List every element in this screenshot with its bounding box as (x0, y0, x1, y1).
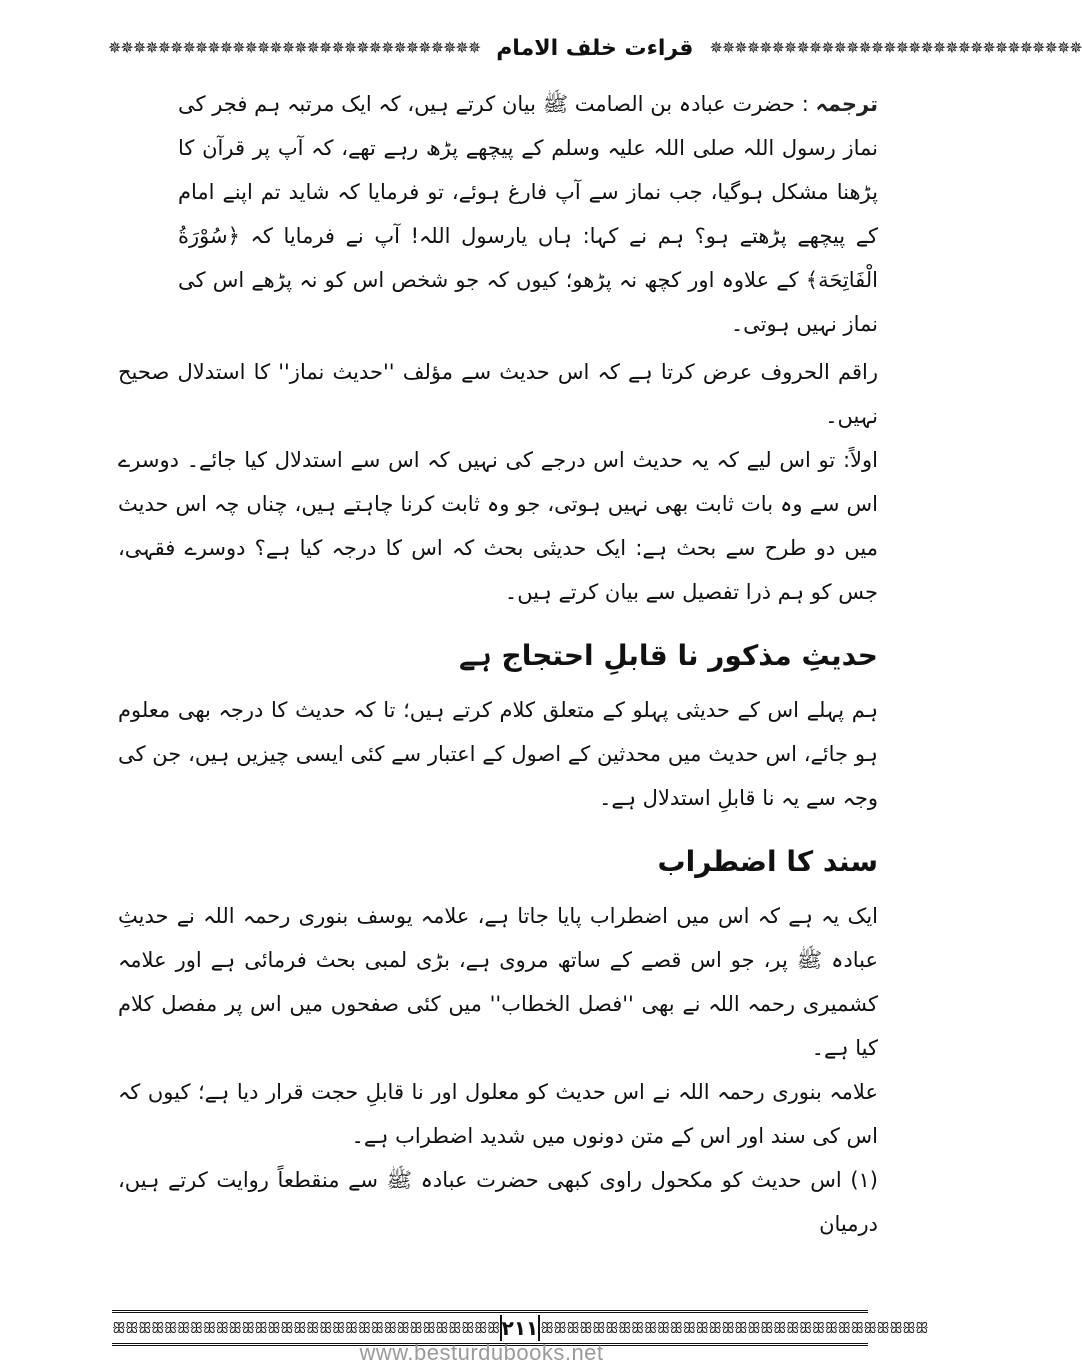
section1-paragraph: ہم پہلے اس کے حدیثی پہلو کے متعلق کلام کرتے ہیں؛ تا کہ حدیث کا درجہ بھی معلوم ہو جائے، اس حدیث میں محدثین کے اصول کے اعتبار سے کئی ایسی چیزیں ہیں، جن کی وجہ سے یہ نا قابلِ استدلال ہے۔ (118, 698, 878, 810)
footer-pattern-right: ꕥꕥꕥꕥꕥꕥꕥꕥꕥꕥꕥꕥꕥꕥꕥꕥꕥꕥꕥꕥꕥꕥꕥꕥꕥꕥꕥꕥꕥꕥ (540, 1319, 928, 1337)
section2-paragraph-2: علامہ بنوری رحمہ اللہ نے اس حدیث کو معلول اور نا قابلِ حجت قرار دیا ہے؛ کیوں کہ اس کی سند اور اس کے متن دونوں میں شدید اضطراب ہے۔ (118, 1080, 878, 1148)
header-ornament-left: ✵✵✵✵✵✵✵✵✵✵✵✵✵✵✵✵✵✵✵✵✵✵✵✵✵✵✵✵✵✵ (108, 38, 481, 57)
section-heading-2: سند کا اضطراب (657, 845, 878, 878)
page-number: ۲۱۱ (501, 1316, 539, 1340)
translation-label: ترجمہ (815, 92, 878, 116)
page-body (118, 82, 878, 1246)
section2-paragraph-3: (۱) اس حدیث کو مکحول راوی کبھی حضرت عبادہ ﷺ سے منقطعاً روایت کرتے ہیں، درمیان (118, 1168, 878, 1236)
footer-pattern-left: ꕥꕥꕥꕥꕥꕥꕥꕥꕥꕥꕥꕥꕥꕥꕥꕥꕥꕥꕥꕥꕥꕥꕥꕥꕥꕥꕥꕥꕥꕥ (112, 1319, 500, 1337)
section2-paragraph-1: ایک یہ ہے کہ اس میں اضطراب پایا جاتا ہے، علامہ یوسف بنوری رحمہ اللہ نے حدیثِ عبادہ ﷺ پر، جو اس قصے کے ساتھ مروی ہے، بڑی لمبی بحث فرمائی ہے اور علامہ کشمیری رحمہ اللہ نے بھی ''فصل الخطاب'' میں کئی صفحوں میں اس پر مفصل کلام کیا ہے۔ (118, 904, 878, 1060)
section-heading-1: حدیثِ مذکور نا قابلِ احتجاج ہے (459, 639, 878, 672)
running-title: قراءت خلف الامام (496, 35, 694, 61)
body-paragraph-1: راقم الحروف عرض کرتا ہے کہ اس حدیث سے مؤلف ''حدیث نماز'' کا استدلال صحیح نہیں۔ (118, 360, 878, 428)
body-paragraph-2: اولاً: تو اس لیے کہ یہ حدیث اس درجے کی نہیں کہ اس سے استدلال کیا جائے۔ دوسرے اس سے وہ بات ثابت بھی نہیں ہوتی، جو وہ ثابت کرنا چاہتے ہیں، چناں چہ اس حدیث میں دو طرح سے بحث ہے: ایک حدیثی بحث کہ اس کا درجہ کیا ہے؟ دوسرے فقہی، جس کو ہم ذرا تفصیل سے بیان کرتے ہیں۔ (118, 448, 878, 604)
running-header (108, 30, 1082, 66)
translation-paragraph (118, 82, 878, 346)
translation-text: : حضرت عبادہ بن الصامت ﷺ بیان کرتے ہیں، کہ ایک مرتبہ ہم فجر کی نماز رسول اللہ صلی اللہ علیہ وسلم کے پیچھے پڑھ رہے تھے، کہ آپ پر قرآن کا پڑھنا مشکل ہوگیا، جب نماز سے آپ فارغ ہوئے، تو فرمایا کہ شاید تم اپنے امام کے پیچھے پڑھتے ہو؟ ہم نے کہا: ہاں یارسول اللہ! آپ نے فرمایا کہ ﴿سُوْرَةُ الْفَاتِحَة﴾ کے علاوہ اور کچھ نہ پڑھو؛ کیوں کہ جو شخص اس کو نہ پڑھے اس کی نماز نہیں ہوتی۔ (178, 92, 878, 336)
header-ornament-right: ✵✵✵✵✵✵✵✵✵✵✵✵✵✵✵✵✵✵✵✵✵✵✵✵✵✵✵✵✵✵ (709, 38, 1082, 57)
website-watermark: www.besturdubooks.net (359, 1340, 604, 1365)
